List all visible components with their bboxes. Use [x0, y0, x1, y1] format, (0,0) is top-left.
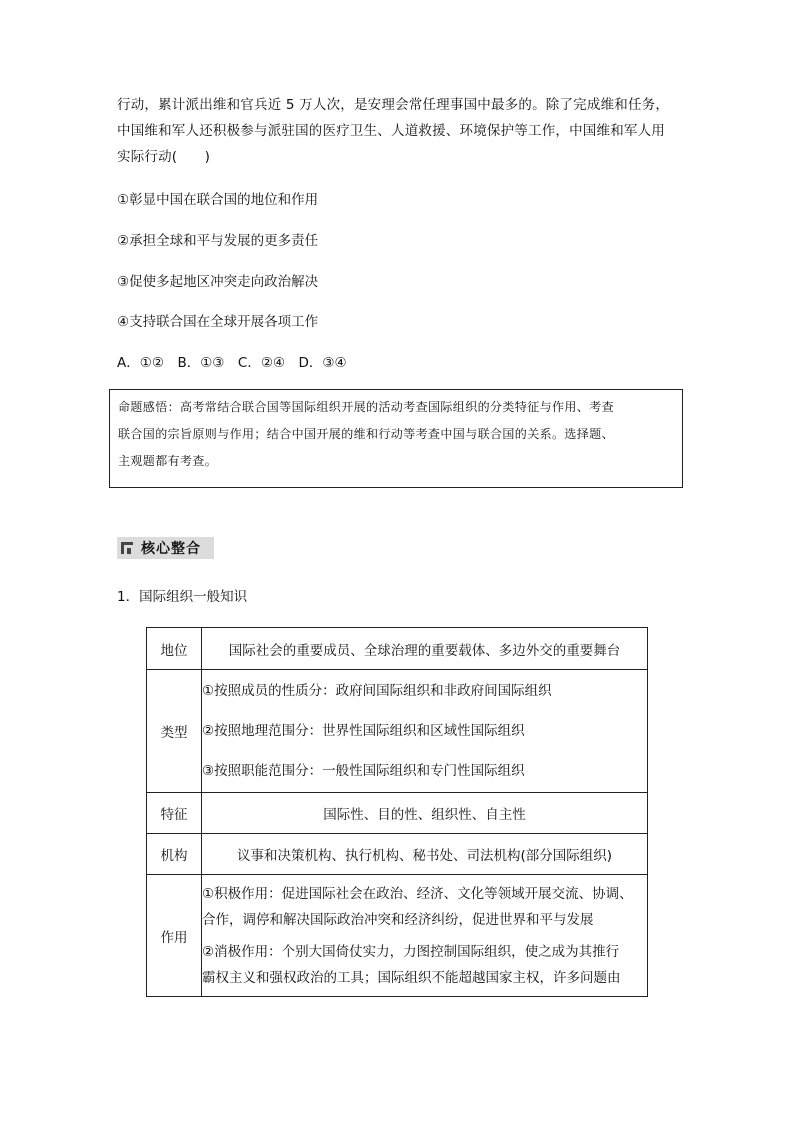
question-stem — [117, 92, 687, 170]
row-label: 特征 — [147, 793, 202, 834]
question-stem-line: 实际行动( ) — [117, 149, 211, 165]
row-content-line: ①积极作用：促进国际社会在政治、经济、文化等领域开展交流、协调、 — [202, 885, 633, 902]
row-label: 机构 — [147, 834, 202, 875]
table-row — [147, 628, 648, 670]
question-stem-line: 行动，累计派出维和官兵近 5 万人次，是安理会常任理事国中最多的。除了完成维和任务， — [117, 97, 670, 113]
subheading: 1．国际组织一般知识 — [117, 589, 248, 605]
row-content-line: ①按照成员的性质分：政府间国际组织和非政府间国际组织 — [202, 683, 552, 699]
question-stem-line: 中国维和军人还积极参与派驻国的医疗卫生、人道救援、环境保护等工作，中国维和军人用 — [117, 123, 665, 139]
table-row — [147, 834, 648, 875]
row-content-line: 合作，调停和解决国际政治冲突和经济纠纷，促进世界和平与发展 — [202, 911, 594, 928]
row-content-line: ②按照地理范围分：世界性国际组织和区域性国际组织 — [202, 723, 525, 739]
insight-line: 联合国的宗旨原则与作用；结合中国开展的维和行动等考查中国与联合国的关系。选择题、 — [118, 427, 615, 441]
table-row — [147, 670, 648, 793]
question-item-1: ①彰显中国在联合国的地位和作用 — [117, 192, 319, 208]
question-item-3: ③促使多起地区冲突走向政治解决 — [117, 274, 319, 290]
row-content-line: ②消极作用：个别大国倚仗实力，力图控制国际组织，使之成为其推行 — [202, 943, 620, 960]
row-content-line: 霸权主义和强权政治的工具；国际组织不能超越国家主权，许多问题由 — [202, 969, 621, 986]
insight-line: 主观题都有考查。 — [118, 454, 218, 468]
row-content — [202, 670, 648, 793]
table-row — [147, 793, 648, 834]
row-content — [202, 875, 648, 997]
question-item-2: ②承担全球和平与发展的更多责任 — [117, 233, 319, 249]
section-marker-icon — [121, 542, 133, 554]
row-label: 类型 — [147, 670, 202, 793]
row-content-line: ③按照职能范围分：一般性国际组织和专门性国际组织 — [202, 763, 525, 779]
insight-line: 命题感悟：高考常结合联合国等国际组织开展的活动考查国际组织的分类特征与作用、考查 — [118, 400, 615, 414]
insight-box — [109, 389, 683, 488]
row-content: 国际社会的重要成员、全球治理的重要载体、多边外交的重要舞台 — [202, 628, 648, 670]
row-label: 地位 — [147, 628, 202, 670]
row-content: 议事和决策机构、执行机构、秘书处、司法机构(部分国际组织) — [202, 834, 648, 875]
table-row — [147, 875, 648, 997]
section-header — [117, 537, 214, 559]
row-content: 国际性、目的性、组织性、自主性 — [202, 793, 648, 834]
row-label: 作用 — [147, 875, 202, 997]
section-title: 核心整合 — [141, 541, 201, 557]
answer-choices: A．①② B．①③ C．②④ D．③④ — [117, 355, 347, 371]
knowledge-table — [146, 627, 648, 997]
question-item-4: ④支持联合国在全球开展各项工作 — [117, 314, 319, 330]
